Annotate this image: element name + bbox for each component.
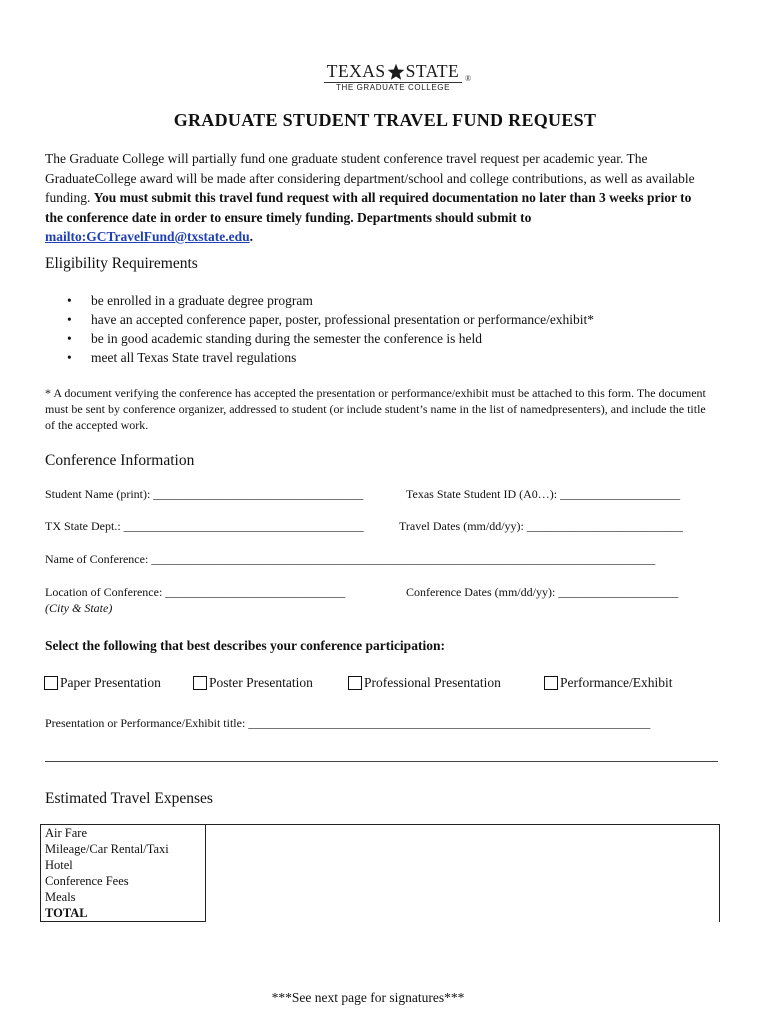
checkbox[interactable] xyxy=(544,676,558,690)
list-item xyxy=(67,310,707,329)
bullet-icon: • xyxy=(67,350,72,365)
expense-amount-cell[interactable] xyxy=(206,825,720,922)
expenses-heading: Estimated Travel Expenses xyxy=(45,790,213,807)
list-item-text: be in good academic standing during the semester the conference is held xyxy=(91,331,482,346)
conference-heading: Conference Information xyxy=(45,452,195,469)
logo-subtitle: THE GRADUATE COLLEGE xyxy=(335,83,451,92)
page-title: GRADUATE STUDENT TRAVEL FUND REQUEST xyxy=(173,110,597,130)
table-row xyxy=(41,825,720,842)
expense-label: Air Fare xyxy=(41,825,206,842)
registered-mark: ® xyxy=(465,74,472,83)
participation-heading: Select the following that best describes your conference participation: xyxy=(45,638,445,653)
list-item xyxy=(67,291,707,310)
eligibility-list xyxy=(67,291,707,367)
texas-state-logo xyxy=(322,56,474,98)
expense-label: Meals xyxy=(41,889,206,905)
email-link[interactable]: mailto:GCTravelFund@txstate.edu xyxy=(45,229,250,244)
list-item-text: have an accepted conference paper, poster, professional presentation or performance/exhibit* xyxy=(91,312,595,327)
logo-word-state: STATE xyxy=(405,61,460,82)
option-poster-presentation[interactable] xyxy=(193,675,313,691)
list-item xyxy=(67,329,707,348)
student-name-field[interactable]: Student Name (print): ___________________________________ xyxy=(45,487,364,501)
intro-period: . xyxy=(249,229,254,244)
student-id-field[interactable]: Texas State Student ID (A0…): ____________________ xyxy=(406,487,681,501)
option-label: Poster Presentation xyxy=(209,675,313,690)
dept-field[interactable]: TX State Dept.: ________________________________________ xyxy=(45,519,364,533)
expense-label: Mileage/Car Rental/Taxi xyxy=(41,841,206,857)
list-item-text: be enrolled in a graduate degree program xyxy=(91,293,313,308)
intro-text: The Graduate College will partially fund one graduate student conference travel request per academic year. The GraduateCollege award will be made after considering department/school and college contributions, as well as available funding. xyxy=(45,151,695,205)
travel-dates-field[interactable]: Travel Dates (mm/dd/yy): __________________________ xyxy=(399,519,683,533)
conference-dates-field[interactable]: Conference Dates (mm/dd/yy): ____________________ xyxy=(406,585,679,599)
logo-wordmark xyxy=(322,60,464,82)
expense-total-label: TOTAL xyxy=(41,905,206,922)
checkbox[interactable] xyxy=(44,676,58,690)
checkbox[interactable] xyxy=(348,676,362,690)
bullet-icon: • xyxy=(67,293,72,308)
verification-note: * A document verifying the conference has accepted the presentation or performance/exhibit must be attached to this form. The document must be sent by conference organizer, addressed to student (or include student’s name in the list of namedpresenters), and include the title of the accepted work. xyxy=(45,386,706,432)
intro-deadline-text: You must submit this travel fund request with all required documentation no later than 3 weeks prior to the conference date in order to ensure timely funding. Departments should submit to xyxy=(45,190,692,225)
eligibility-heading: Eligibility Requirements xyxy=(45,255,198,272)
option-label: Professional Presentation xyxy=(364,675,501,690)
expense-label: Conference Fees xyxy=(41,873,206,889)
expenses-table xyxy=(40,824,720,922)
checkbox[interactable] xyxy=(193,676,207,690)
presentation-title-field[interactable]: Presentation or Performance/Exhibit title: ___________________________________________________________________ xyxy=(45,716,651,730)
logo-word-texas: TEXAS xyxy=(326,61,386,82)
intro-paragraph xyxy=(45,149,705,247)
option-label: Performance/Exhibit xyxy=(560,675,673,690)
conference-name-field[interactable]: Name of Conference: ____________________________________________________________________________________ xyxy=(45,552,656,566)
footer-note: ***See next page for signatures*** xyxy=(271,990,465,1005)
option-paper-presentation[interactable] xyxy=(44,675,161,691)
bullet-icon: • xyxy=(67,331,72,346)
star-icon xyxy=(387,63,405,81)
option-professional-presentation[interactable] xyxy=(348,675,501,691)
list-item xyxy=(67,348,707,367)
expense-label: Hotel xyxy=(41,857,206,873)
title-continuation-line[interactable] xyxy=(45,761,718,762)
list-item-text: meet all Texas State travel regulations xyxy=(91,350,297,365)
option-performance-exhibit[interactable] xyxy=(544,675,672,691)
bullet-icon: • xyxy=(67,312,72,327)
location-hint: (City & State) xyxy=(45,601,113,615)
option-label: Paper Presentation xyxy=(60,675,161,690)
location-field[interactable]: Location of Conference: ______________________________ xyxy=(45,585,346,599)
